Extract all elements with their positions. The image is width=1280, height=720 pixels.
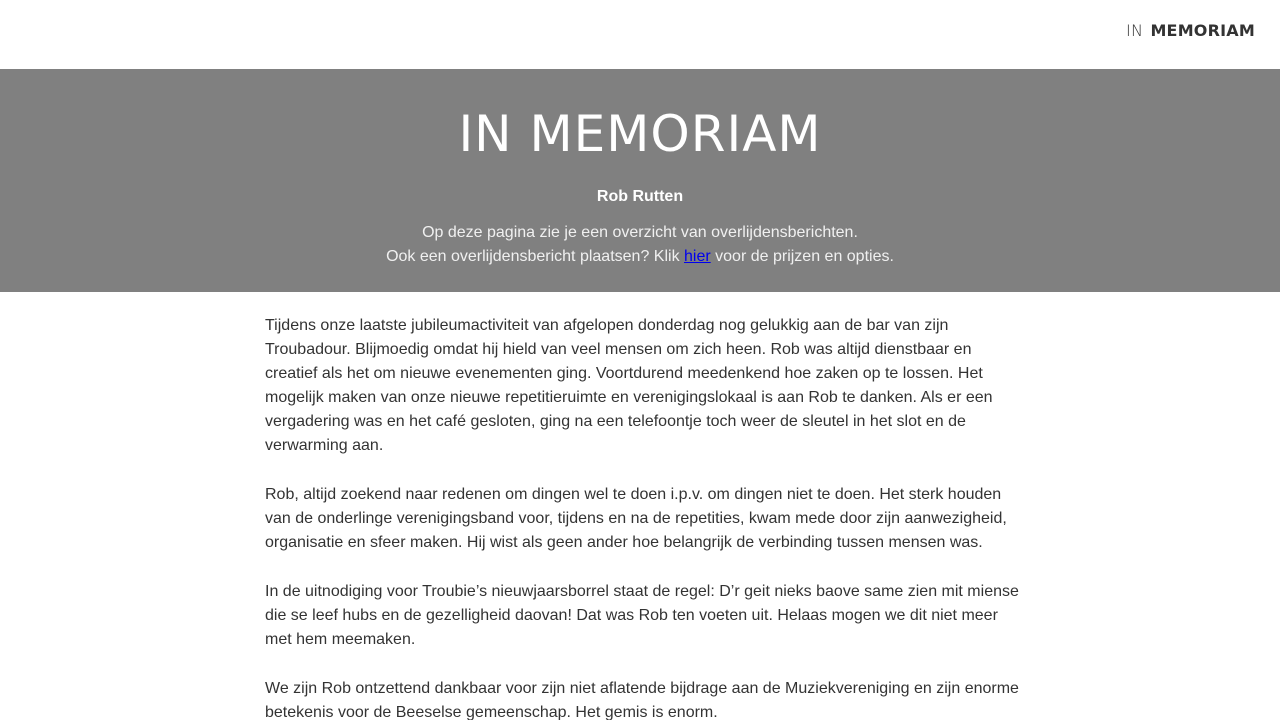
- site-logo-link[interactable]: [1126, 21, 1255, 40]
- brand-text-light: IN: [1126, 21, 1144, 40]
- hero-banner: [0, 69, 1280, 292]
- intro-text: [0, 221, 1280, 269]
- intro-line-1: Op deze pagina zie je een overzicht van overlijdensberichten.: [422, 224, 858, 241]
- page-title: IN MEMORIAM: [458, 105, 822, 163]
- deceased-name: Rob Rutten: [596, 188, 684, 205]
- intro-line-2: [0, 245, 1280, 269]
- article-paragraph-3: In de uitnodiging voor Troubie’s nieuwjaarsborrel staat de regel: D’r geit nieks baove same zien mit miense die se leef hubs en de gezelligheid daovan! Dat was Rob ten voeten uit. Helaas mogen we dit niet meer met hem meemaken.: [265, 583, 1019, 648]
- article-paragraph-1: Tijdens onze laatste jubileumactiviteit van afgelopen donderdag nog gelukkig aan de bar van zijn Troubadour. Blijmoedig omdat hij hield van veel mensen om zich heen. Rob was altijd dienstbaar en creatief als het om nieuwe evenementen ging. Voortdurend meedenkend hoe zaken op te lossen. Het mogelijk maken van onze nieuwe repetitieruimte en verenigingslokaal is aan Rob te danken. Als er een vergadering was en het café gesloten, ging na een telefoontje toch weer de sleutel in het slot en de verwarming aan.: [265, 317, 993, 454]
- article-paragraph-2: Rob, altijd zoekend naar redenen om dingen wel te doen i.p.v. om dingen niet te doen. Het sterk houden van de onderlinge verenigingsband voor, tijdens en na de repetities, kwam mede door zijn aanwezigheid, organisatie en sfeer maken. Hij wist als geen ander hoe belangrijk de verbinding tussen mensen was.: [265, 486, 1007, 551]
- article-body: [265, 292, 1025, 720]
- article-paragraph-4: We zijn Rob ontzettend dankbaar voor zijn niet aflatende bijdrage aan de Muziekvereniging en zijn enorme betekenis voor de Beeselse gemeenschap. Het gemis is enorm.: [265, 680, 1019, 720]
- intro-line-2-after: voor de prijzen en opties.: [710, 248, 894, 265]
- pricing-link[interactable]: hier: [684, 248, 711, 265]
- top-bar: [0, 0, 1280, 69]
- intro-line-2-before: Ook een overlijdensbericht plaatsen? Klik: [386, 248, 685, 265]
- brand-text-bold: MEMORIAM: [1150, 21, 1255, 40]
